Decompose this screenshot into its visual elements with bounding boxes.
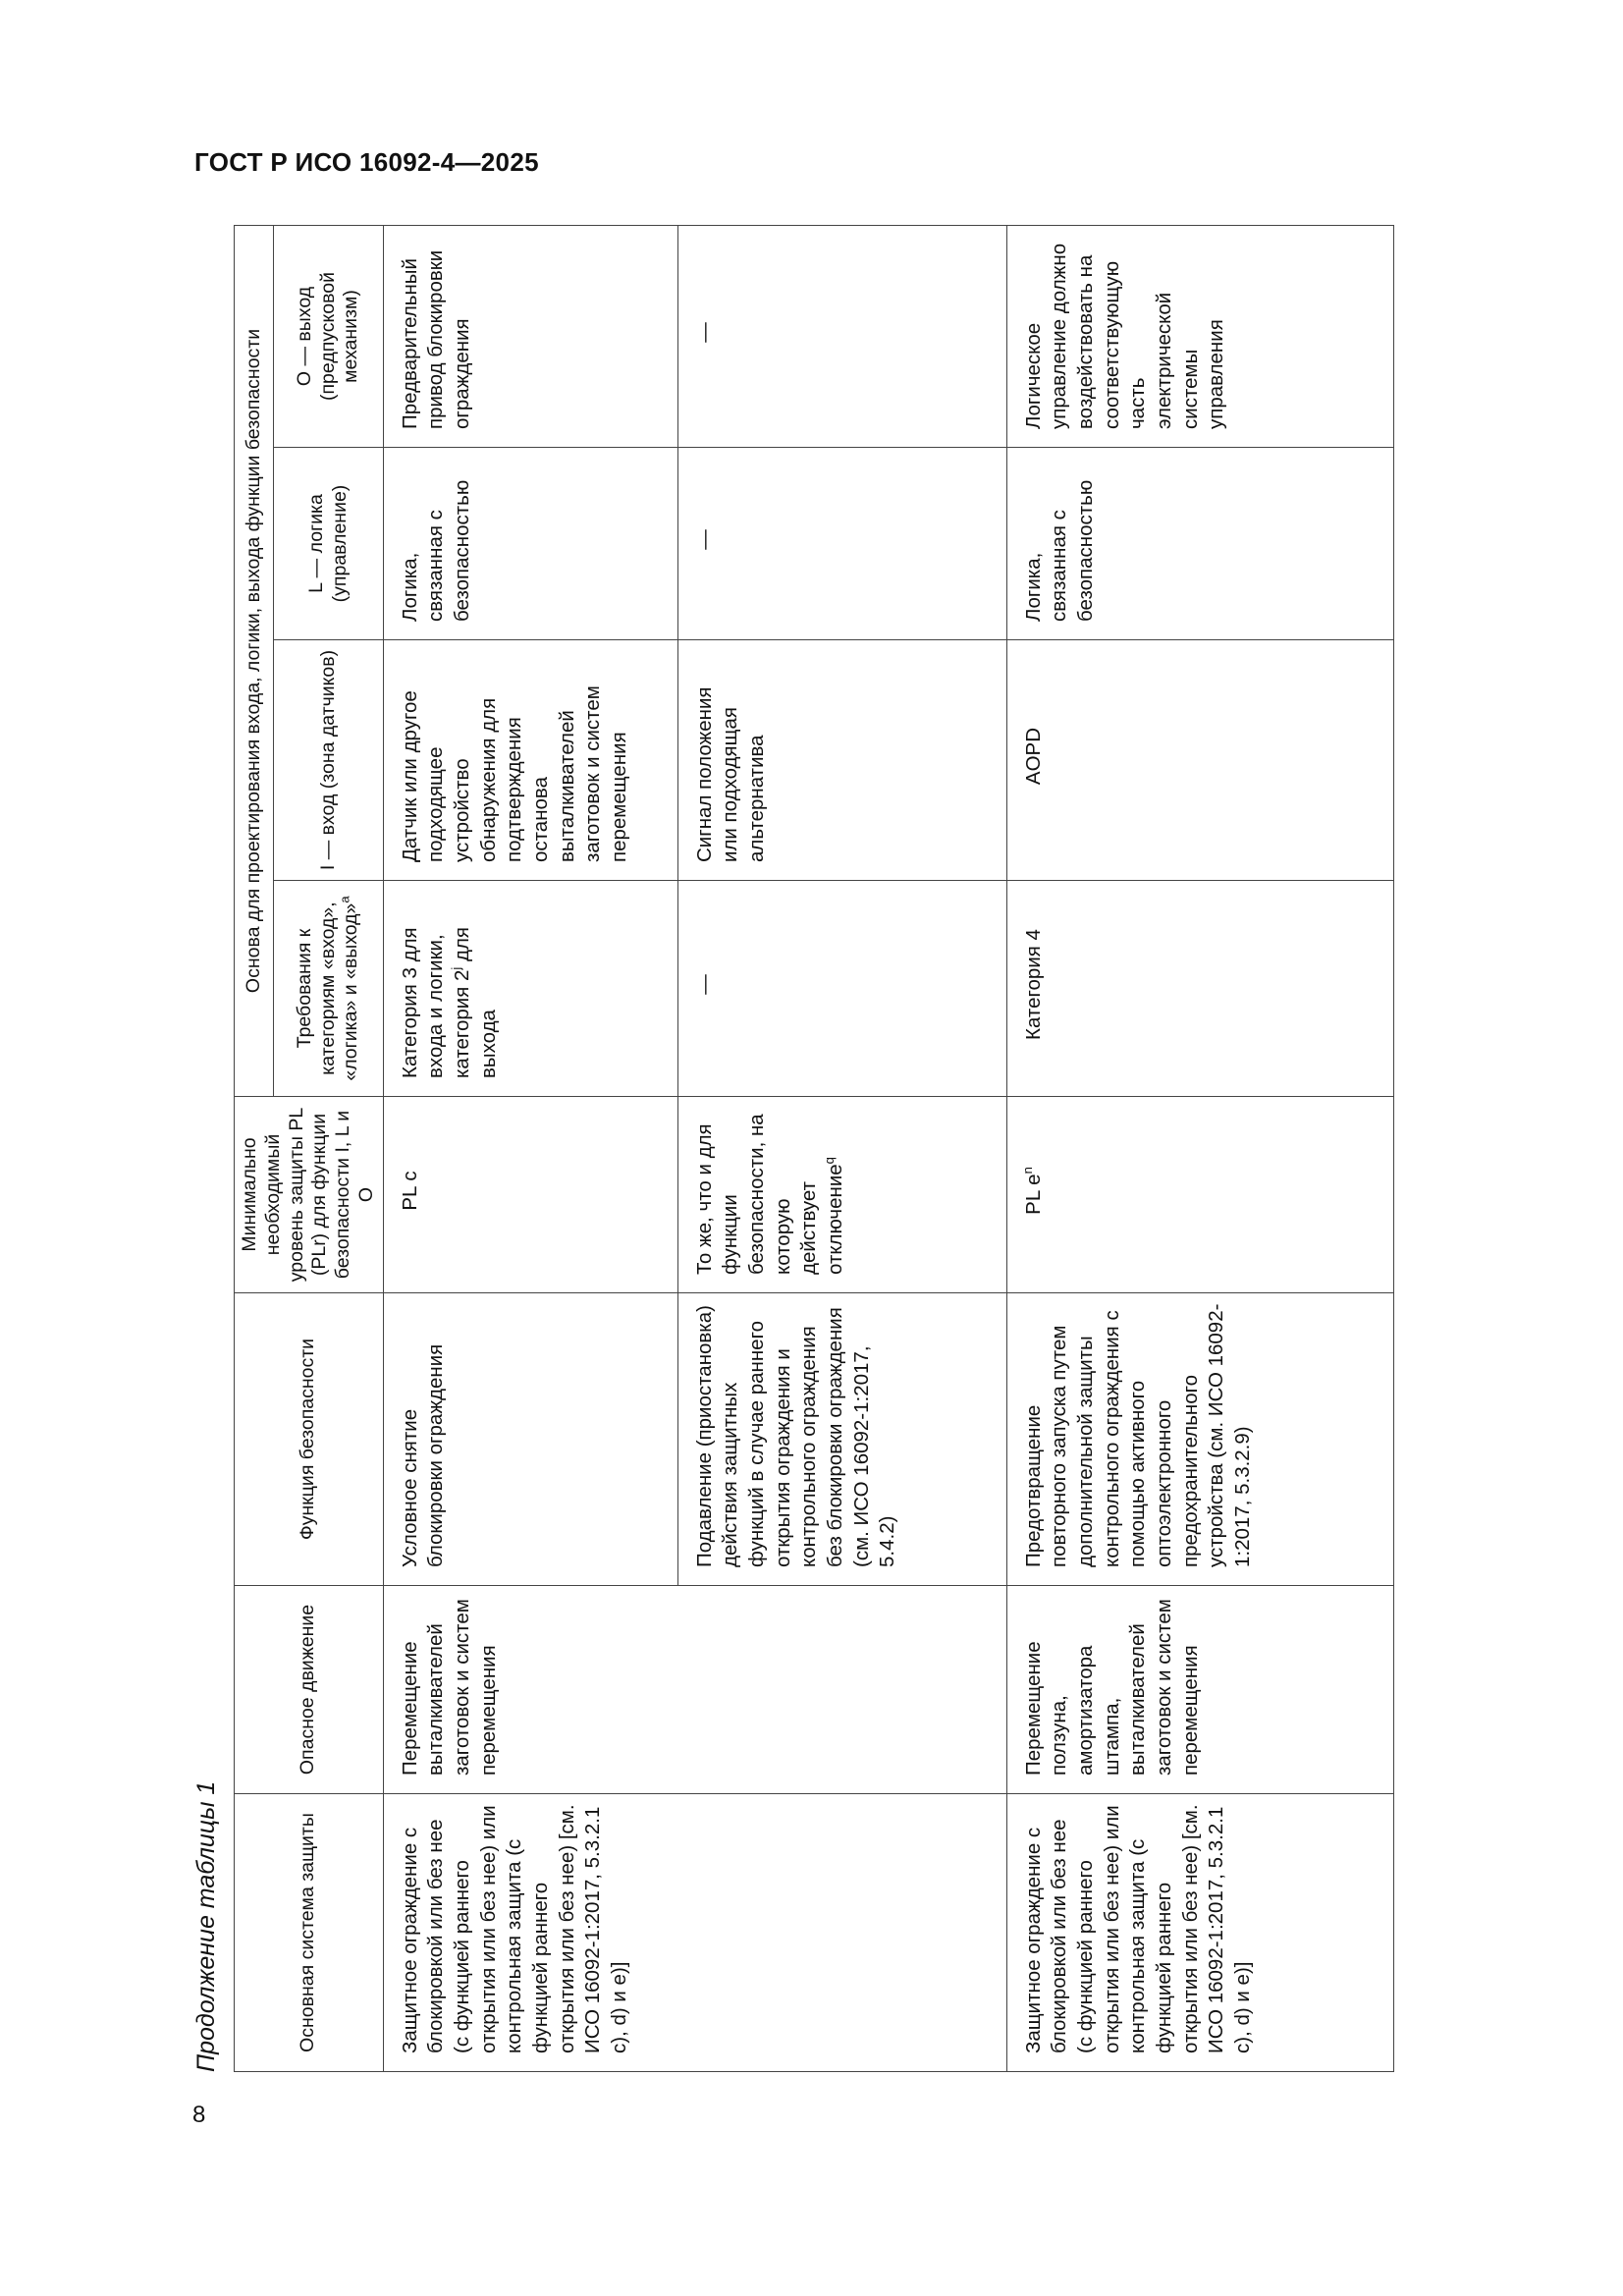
performance-level-cell — [677, 1097, 1006, 1293]
header-design-basis: Основа для проектирования входа, логики, выхода функции безопасности — [235, 225, 274, 1096]
input-cell: Датчик или другое подходящее устройство обнаружения для подтверждения останова выталкивателей заготовок и систем перемещения — [383, 640, 677, 881]
input-cell: AOPD — [1006, 640, 1393, 881]
category-footnote: j — [449, 966, 464, 970]
category-cell — [383, 881, 677, 1097]
performance-level-footnote: n — [1019, 1167, 1035, 1175]
header-performance-level: Минимально необходимый уровень защиты PL (PLr) для функции безопасности I, L и O — [235, 1097, 384, 1293]
category-cell: — — [677, 881, 1006, 1097]
performance-level-text: PL e — [1021, 1174, 1045, 1215]
table-row — [383, 225, 677, 2071]
page-number: 8 — [192, 2102, 206, 2128]
header-output: O — выход (предпусковой механизм) — [274, 225, 383, 447]
logic-cell: — — [677, 448, 1006, 640]
safety-function-cell: Подавление (приостановка) действия защитных функций в случае раннего открытия ограждения и контрольного ограждения без блокировки ограждения (см. ИСО 16092-1:2017, 5.4.2) — [677, 1293, 1006, 1586]
input-cell: Сигнал положения или подходящая альтернатива — [677, 640, 1006, 881]
logic-cell: Логика, связанная с безопасностью — [1006, 448, 1393, 640]
header-safety-function: Функция безопасности — [235, 1293, 384, 1586]
header-logic: L — логика (управление) — [274, 448, 383, 640]
header-category-requirements — [274, 881, 383, 1097]
table-continuation-label: Продолжение таблицы 1 — [192, 1780, 220, 2072]
performance-level-footnote: q — [822, 1157, 838, 1165]
header-category-footnote: a — [337, 896, 352, 903]
category-text: Категория 3 для входа и логики, категория 2 — [398, 927, 473, 1078]
output-cell: — — [677, 225, 1006, 447]
safety-function-cell: Предотвращение повторного запуска путем дополнительной защиты контрольного ограждения с помощью активного оптоэлектронного предохранительного устройства (см. ИСО 16092-1:2017, 5.3.2.9) — [1006, 1293, 1393, 1586]
output-cell: Предварительный привод блокировки ограждения — [383, 225, 677, 447]
performance-level-cell — [1006, 1097, 1393, 1293]
performance-level-text: То же, что и для функции безопасности, на которую действует отключение — [692, 1114, 846, 1275]
header-protection-system: Основная система защиты — [235, 1794, 384, 2072]
safety-function-cell: Условное снятие блокировки ограждения — [383, 1293, 677, 1586]
hazardous-motion-cell: Перемещение ползуна, амортизатора штампа, выталкивателей заготовок и систем перемещения — [1006, 1586, 1393, 1794]
protection-system-cell: Защитное ограждение с блокировкой или без нее (с функцией раннего открытия или без нее) или контрольная защита (с функцией раннего открытия или без нее) [см. ИСО 16092-1:2017, 5.3.2.1 c), d) и e)] — [1006, 1794, 1393, 2072]
safety-requirements-table — [234, 225, 1394, 2072]
table-container — [234, 226, 1392, 2072]
logic-cell: Логика, связанная с безопасностью — [383, 448, 677, 640]
performance-level-cell: PL c — [383, 1097, 677, 1293]
output-cell: Логическое управление должно воздействовать на соответствующую часть электрической системы управления — [1006, 225, 1393, 447]
header-category-requirements-text: Требования к категориям «вход», «логика» и «выход» — [293, 902, 362, 1081]
category-text-tail: для выхода — [450, 926, 500, 1078]
hazardous-motion-cell: Перемещение выталкивателей заготовок и систем перемещения — [383, 1586, 1006, 1794]
header-hazardous-motion: Опасное движение — [235, 1586, 384, 1794]
header-input: I — вход (зона датчиков) — [274, 640, 383, 881]
category-cell: Категория 4 — [1006, 881, 1393, 1097]
document-code: ГОСТ Р ИСО 16092-4—2025 — [194, 147, 539, 177]
table-row — [1006, 225, 1393, 2071]
protection-system-cell: Защитное ограждение с блокировкой или без нее (с функцией раннего открытия или без нее) или контрольная защита (с функцией раннего открытия или без нее) [см. ИСО 16092-1:2017, 5.3.2.1 c), d) и e)] — [383, 1794, 1006, 2072]
